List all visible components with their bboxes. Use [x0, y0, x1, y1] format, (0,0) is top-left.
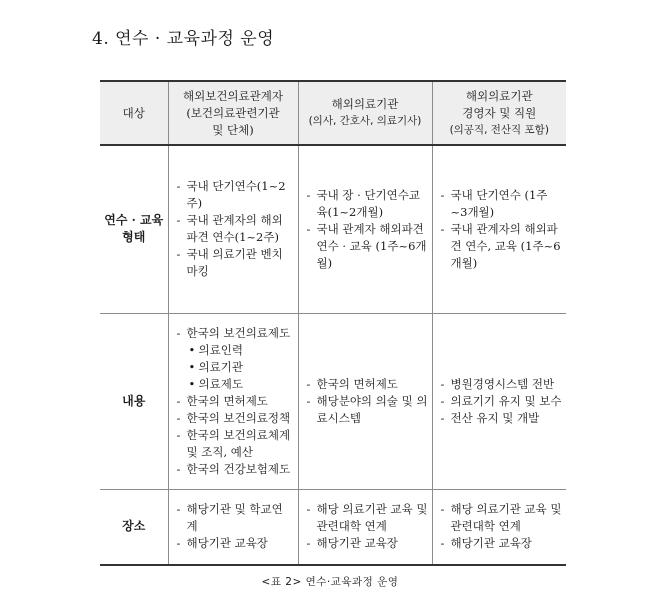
list-item: - 해당분야의 의술 및 의료시스템	[307, 393, 428, 427]
header-col3-line3: (의공직, 전산직 포함)	[449, 123, 549, 136]
header-col2-line1: 해외의료기관	[331, 97, 399, 111]
header-col3-line2: 경영자 및 직원	[462, 105, 537, 120]
list-item: - 국내 단기연수 (1주~3개월)	[441, 187, 563, 221]
bullet-item: • 의료기관	[177, 359, 294, 376]
header-col1-line3: 및 단체)	[212, 122, 254, 137]
list-item: - 한국의 건강보험제도	[177, 461, 294, 478]
list-item: - 국내 장 · 단기연수교육(1~2개월)	[307, 187, 428, 221]
list-item: - 국내 관계자 해외파견 연수 · 교육 (1주~6개월)	[307, 221, 428, 272]
cell-col2	[298, 489, 432, 565]
header-col2	[298, 81, 432, 145]
row-label-line: 형태	[122, 230, 146, 245]
list-item: - 해당기관 및 학교연계	[177, 501, 294, 535]
list-item: - 병원경영시스템 전반	[441, 376, 563, 393]
list-item: - 한국의 면허제도	[307, 376, 428, 393]
header-col3	[432, 81, 566, 145]
cell-col1	[168, 145, 298, 313]
row-label	[100, 489, 168, 565]
list-item: - 국내 단기연수(1~2주)	[177, 178, 294, 212]
cell-col3	[432, 313, 566, 489]
cell-col2	[298, 313, 432, 489]
row-label-line: 장소	[122, 519, 146, 534]
header-target: 대상	[100, 81, 168, 145]
list-item: - 국내 의료기관 벤치마킹	[177, 246, 294, 280]
list-item: - 해당 의료기관 교육 및 관련대학 연계	[441, 501, 563, 535]
cell-col3	[432, 145, 566, 313]
row-label	[100, 313, 168, 489]
list-item: - 해당기관 교육장	[307, 535, 428, 552]
bullet-item: • 의료인력	[177, 342, 294, 359]
list-item: - 한국의 보건의료체계 및 조직, 예산	[177, 427, 294, 461]
table-row-format	[100, 145, 566, 313]
cell-col1	[168, 313, 298, 489]
cell-col1	[168, 489, 298, 565]
cell-col2	[298, 145, 432, 313]
list-item: - 해당기관 교육장	[177, 535, 294, 552]
row-label-line: 내용	[122, 393, 146, 408]
training-program-table	[100, 80, 566, 566]
list-item: - 한국의 면허제도	[177, 393, 294, 410]
header-col3-line1: 해외의료기관	[465, 88, 533, 103]
list-item: - 국내 관계자의 해외파견 연수, 교육 (1주~6개월)	[441, 221, 563, 272]
cell-col3	[432, 489, 566, 565]
header-col1	[168, 81, 298, 145]
list-item: - 국내 관계자의 해외 파견 연수(1~2주)	[177, 212, 294, 246]
list-item: - 전산 유지 및 개발	[441, 410, 563, 427]
list-item: - 해당 의료기관 교육 및 관련대학 연계	[307, 501, 428, 535]
header-col2-line2: (의사, 간호사, 의료기사)	[308, 115, 422, 127]
table-row-place	[100, 489, 566, 565]
section-title: 4. 연수 · 교육과정 운영	[92, 29, 275, 49]
header-col1-line2: (보건의료관련기관	[186, 105, 280, 120]
list-item: - 한국의 보건의료정책	[177, 410, 294, 427]
row-label	[100, 145, 168, 313]
table-caption: <표 2> 연수·교육과정 운영	[261, 576, 399, 588]
table-row-content	[100, 313, 566, 489]
list-item: - 의료기기 유지 및 보수	[441, 393, 563, 410]
table-header-row	[100, 81, 566, 145]
list-item: - 한국의 보건의료제도	[177, 325, 294, 342]
header-col1-line1: 해외보건의료관계자	[183, 88, 283, 103]
bullet-item: • 의료제도	[177, 376, 294, 393]
row-label-line: 연수 · 교육	[104, 213, 164, 228]
list-item: - 해당기관 교육장	[441, 535, 563, 552]
